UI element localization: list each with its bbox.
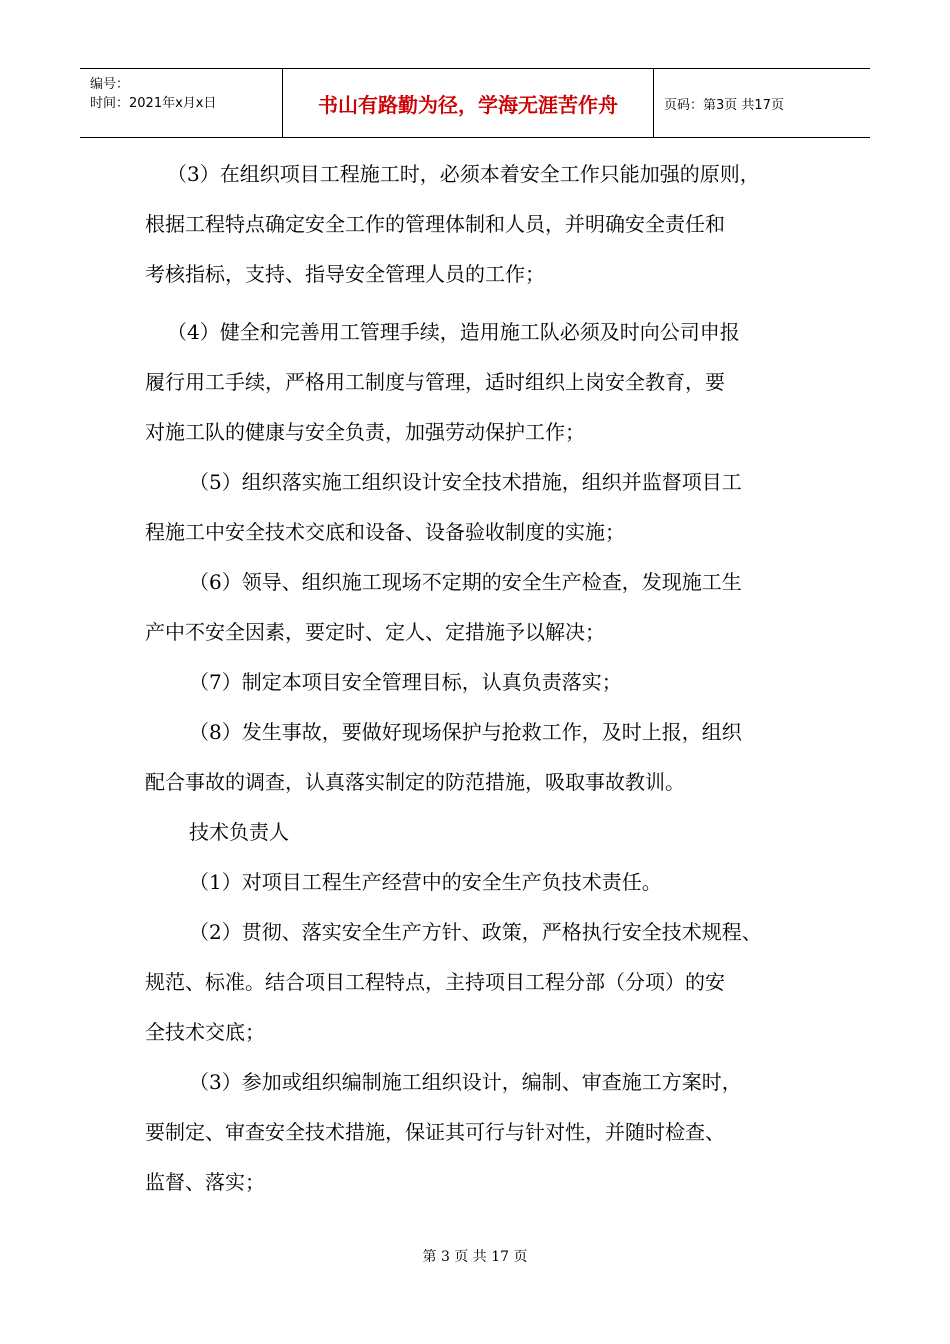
text-line: 配合事故的调查，认真落实制定的防范措施，吸取事故教训。 [145, 770, 685, 794]
text-line: 要制定、审查安全技术措施，保证其可行与针对性，并随时检查、 [145, 1120, 725, 1144]
page-header [80, 68, 870, 138]
text-line: 规范、标准。结合项目工程特点，主持项目工程分部（分项）的安 [145, 970, 725, 994]
text-line: （2）贯彻、落实安全生产方针、政策，严格执行安全技术规程、 [189, 920, 762, 944]
text-line: （6）领导、组织施工现场不定期的安全生产检查，发现施工生 [189, 570, 742, 594]
text-line: 对施工队的健康与安全负责，加强劳动保护工作； [145, 420, 585, 444]
section-heading: 技术负责人 [189, 820, 289, 844]
number-label: 编号： [90, 77, 130, 92]
header-motto: 书山有路勤为径，学海无涯苦作舟 [283, 69, 654, 137]
header-meta [80, 69, 283, 137]
text-line: （7）制定本项目安全管理目标，认真负责落实； [189, 670, 622, 694]
text-line: 根据工程特点确定安全工作的管理体制和人员，并明确安全责任和 [145, 212, 725, 236]
text-line: （5）组织落实施工组织设计安全技术措施，组织并监督项目工 [189, 470, 742, 494]
text-line: 考核指标，支持、指导安全管理人员的工作； [145, 262, 545, 286]
text-line: （1）对项目工程生产经营中的安全生产负技术责任。 [189, 870, 662, 894]
text-line: 履行用工手续，严格用工制度与管理，适时组织上岗安全教育，要 [145, 370, 725, 394]
text-line: 程施工中安全技术交底和设备、设备验收制度的实施； [145, 520, 625, 544]
text-line: 全技术交底； [145, 1020, 265, 1044]
header-page-info: 页码：第3页 共17页 [664, 97, 784, 113]
text-line: （3）在组织项目工程施工时，必须本着安全工作只能加强的原则， [167, 162, 760, 186]
text-line: 监督、落实； [145, 1170, 265, 1194]
date-label: 时间：2021年x月x日 [90, 96, 217, 111]
text-line: 产中不安全因素，要定时、定人、定措施予以解决； [145, 620, 605, 644]
text-line: （3）参加或组织编制施工组织设计，编制、审查施工方案时， [189, 1070, 742, 1094]
page-footer: 第 3 页 共 17 页 [422, 1249, 528, 1265]
text-line: （4）健全和完善用工管理手续，造用施工队必须及时向公司申报 [167, 320, 740, 344]
text-line: （8）发生事故，要做好现场保护与抢救工作，及时上报，组织 [189, 720, 742, 744]
